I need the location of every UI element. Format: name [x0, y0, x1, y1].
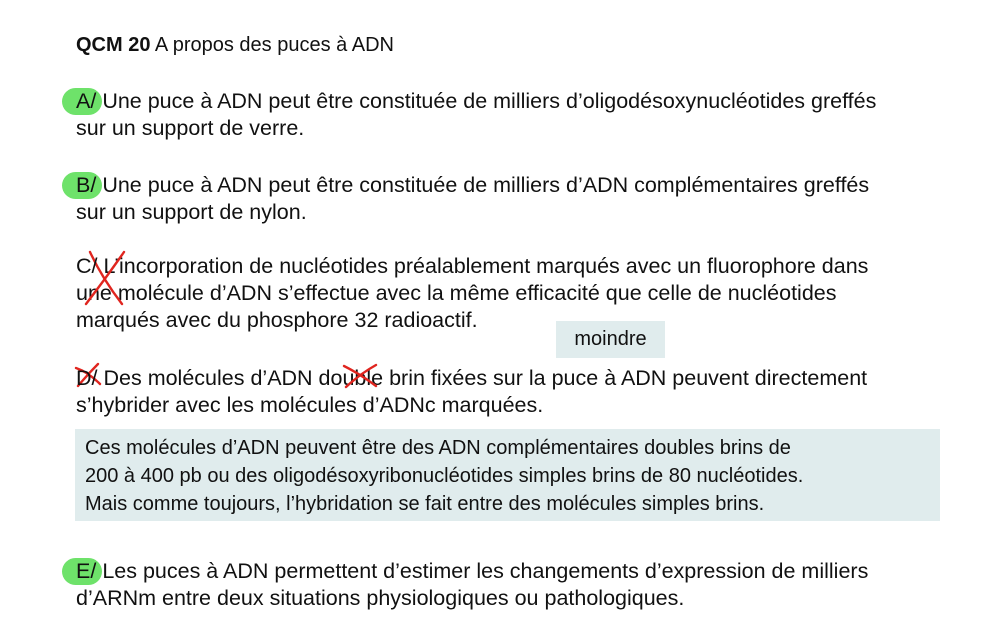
explanation-line-3: Mais comme toujours, l’hybridation se fait entre des molécules simples brins.: [85, 493, 765, 515]
item-d-label: D/: [76, 366, 98, 390]
explanation-line-1: Ces molécules d’ADN peuvent être des ADN complémentaires doubles brins de: [85, 437, 791, 459]
annotation-explanation: [75, 429, 940, 521]
item-a-line-2: sur un support de verre.: [76, 116, 305, 140]
item-b-label: B/: [76, 172, 96, 199]
question-title: [76, 32, 394, 59]
item-b-line-2: sur un support de nylon.: [76, 200, 307, 224]
question-number: QCM 20: [76, 34, 151, 56]
explanation-line-2: 200 à 400 pb ou des oligodésoxyribonucléotides simples brins de 80 nucléotides.: [85, 465, 804, 487]
item-d-line-2: s’hybrider avec les molécules d’ADNc marquées.: [76, 393, 544, 417]
item-a-line-1: A/ Une puce à ADN peut être constituée de milliers d’oligodésoxynucléotides greffés: [76, 88, 876, 115]
item-b-line-1: B/ Une puce à ADN peut être constituée de milliers d’ADN complémentaires greffés: [76, 172, 869, 199]
item-b: [76, 172, 869, 226]
item-c-line-1: C/ L’incorporation de nucléotides préalablement marqués avec un fluorophore dans: [76, 254, 869, 278]
annotation-moindre: moindre: [556, 321, 665, 358]
item-c-line-2: une molécule d’ADN s’effectue avec la même efficacité que celle de nucléotides: [76, 281, 837, 305]
item-a-label: A/: [76, 88, 96, 115]
item-e-line-1: E/ Les puces à ADN permettent d’estimer les changements d’expression de milliers: [76, 558, 868, 585]
item-d: [76, 365, 867, 419]
item-d-line-1: D/ Des molécules d’ADN double brin fixées sur la puce à ADN peuvent directement: [76, 366, 868, 390]
item-e-line-2: d’ARNm entre deux situations physiologiques ou pathologiques.: [76, 586, 685, 610]
item-c: [76, 253, 868, 334]
item-c-line-3: marqués avec du phosphore 32 radioactif.: [76, 308, 478, 332]
item-a: [76, 88, 876, 142]
question-topic: A propos des puces à ADN: [154, 34, 394, 56]
item-e-label: E/: [76, 558, 96, 585]
item-c-label: C/: [76, 254, 98, 278]
item-e: [76, 558, 868, 612]
